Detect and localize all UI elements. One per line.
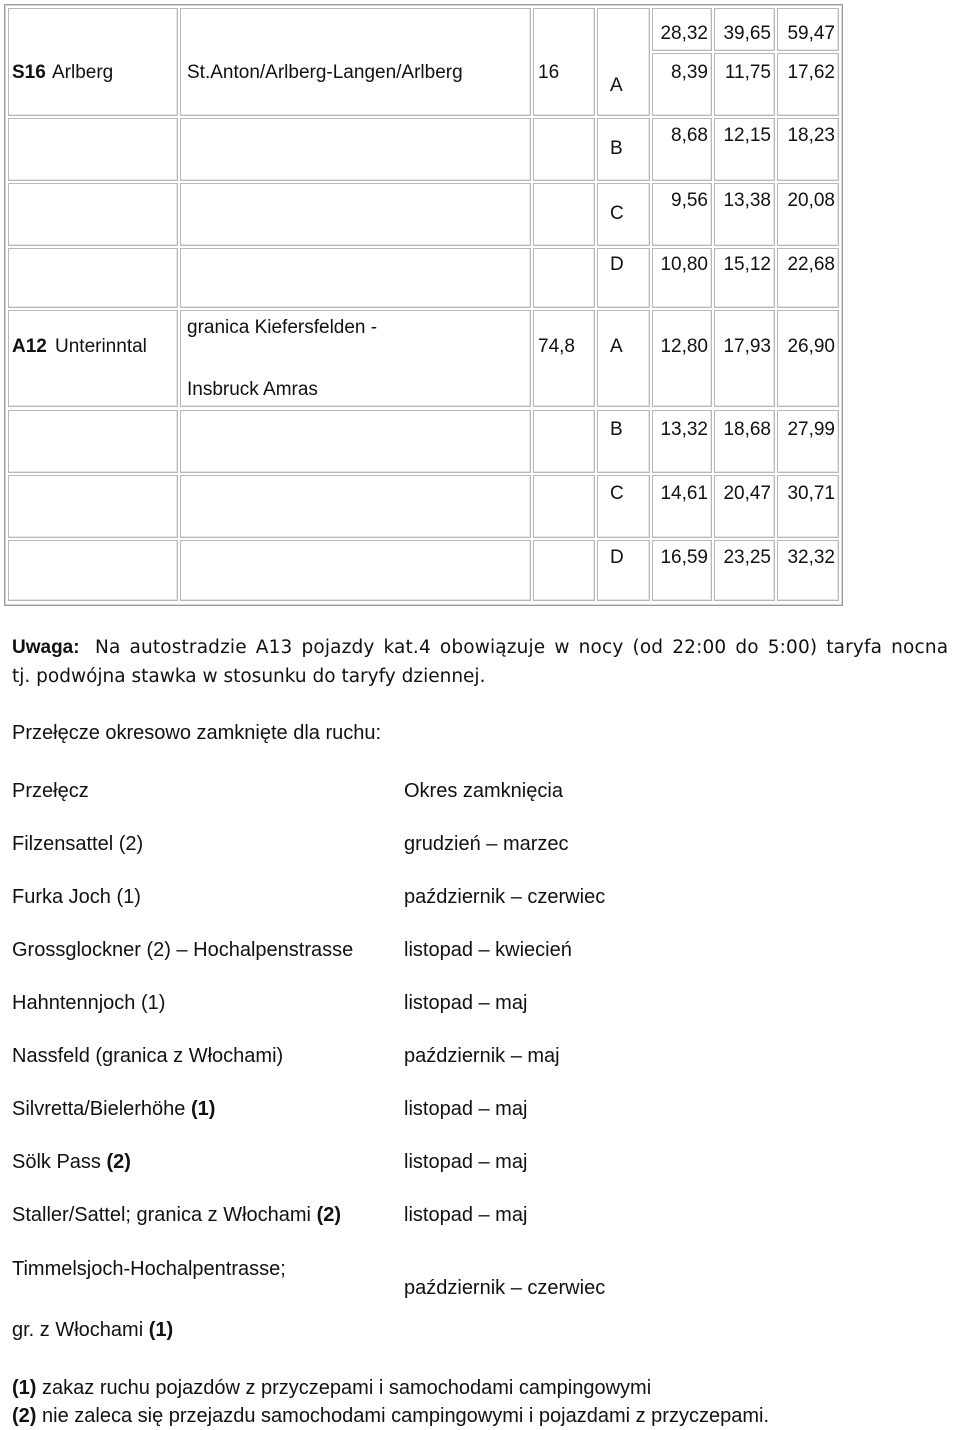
pass-period: grudzień – marzec bbox=[404, 833, 569, 855]
category-label: A bbox=[610, 336, 623, 357]
cell-category bbox=[597, 410, 650, 473]
cell-empty bbox=[180, 118, 531, 181]
cell-empty bbox=[180, 410, 531, 473]
value: 26,90 bbox=[787, 336, 835, 357]
value: 22,68 bbox=[787, 254, 835, 275]
cell-value bbox=[652, 310, 712, 407]
cell-empty bbox=[180, 475, 531, 538]
category-label: C bbox=[610, 483, 624, 504]
category-label: D bbox=[610, 547, 624, 568]
cell-road bbox=[8, 310, 178, 407]
category-label: D bbox=[610, 254, 624, 275]
pass-period: listopad – maj bbox=[404, 1098, 528, 1120]
footnote-text: nie zaleca się przejazdu samochodami campingowymi i pojazdami z przyczepami. bbox=[42, 1405, 769, 1427]
cell-empty bbox=[8, 410, 178, 473]
footnote-text: zakaz ruchu pojazdów z przyczepami i samochodami campingowymi bbox=[42, 1377, 652, 1399]
passes-col-header-pass: Przełęcz bbox=[12, 780, 89, 802]
value: 9,56 bbox=[671, 190, 708, 211]
section-name: St.Anton/Arlberg-Langen/Arlberg bbox=[187, 62, 463, 83]
value: 39,65 bbox=[723, 23, 771, 44]
road-code: S16 bbox=[12, 62, 46, 83]
value: 14,61 bbox=[660, 483, 708, 504]
pass-name: Grossglockner (2) – Hochalpenstrasse bbox=[12, 939, 354, 961]
value: 15,12 bbox=[723, 254, 771, 275]
cell-value bbox=[714, 310, 775, 407]
pass-footnote-mark: (1) bbox=[191, 1098, 216, 1120]
road-name: Unterinntal bbox=[55, 336, 147, 357]
pass-footnote-mark: (1) bbox=[148, 1319, 174, 1341]
passes-heading: Przełęcze okresowo zamknięte dla ruchu: bbox=[12, 722, 382, 744]
category-label: B bbox=[610, 419, 623, 440]
length-km: 74,8 bbox=[538, 336, 575, 357]
pass-name bbox=[12, 1150, 131, 1174]
cell-value bbox=[777, 310, 839, 407]
pass-period: listopad – maj bbox=[404, 1204, 528, 1226]
category-label: C bbox=[610, 203, 624, 224]
road-name: Arlberg bbox=[52, 62, 114, 83]
note-label: Uwaga: bbox=[12, 637, 80, 658]
pass-name-text: gr. z Włochami bbox=[12, 1319, 144, 1341]
cell-empty bbox=[180, 248, 531, 308]
cell-empty bbox=[180, 183, 531, 246]
value: 18,68 bbox=[723, 419, 771, 440]
section-name: Insbruck Amras bbox=[187, 379, 318, 400]
category-label: B bbox=[610, 138, 623, 159]
cell-length bbox=[533, 310, 595, 407]
cell-empty bbox=[8, 540, 178, 601]
value: 17,93 bbox=[723, 336, 771, 357]
cell-category bbox=[597, 310, 650, 407]
cell-empty bbox=[533, 475, 595, 538]
pass-name-line2 bbox=[12, 1318, 173, 1342]
pass-name bbox=[12, 1203, 341, 1227]
value: 8,39 bbox=[671, 62, 708, 83]
value: 32,32 bbox=[787, 547, 835, 568]
value: 20,47 bbox=[723, 483, 771, 504]
value: 16,59 bbox=[660, 547, 708, 568]
cell-empty bbox=[8, 475, 178, 538]
category-label: A bbox=[610, 75, 623, 96]
cell-empty bbox=[8, 248, 178, 308]
value: 20,08 bbox=[787, 190, 835, 211]
pass-period: listopad – maj bbox=[404, 1151, 528, 1173]
cell-category bbox=[597, 8, 650, 116]
value: 27,99 bbox=[787, 419, 835, 440]
footnote-mark: (1) bbox=[12, 1377, 37, 1399]
cell-empty bbox=[8, 118, 178, 181]
footnote-2 bbox=[12, 1404, 769, 1428]
value: 8,68 bbox=[671, 125, 708, 146]
pass-period: październik – czerwiec bbox=[404, 1277, 606, 1299]
pass-period: październik – maj bbox=[404, 1045, 560, 1067]
value: 17,62 bbox=[787, 62, 835, 83]
pass-name-text: Sölk Pass bbox=[12, 1151, 101, 1173]
pass-name bbox=[12, 1097, 215, 1121]
note-line1: Na autostradzie A13 pojazdy kat.4 obowiązuje w nocy (od 22:00 do 5:00) taryfa nocna bbox=[95, 637, 949, 658]
cell-empty bbox=[533, 183, 595, 246]
pass-period: październik – czerwiec bbox=[404, 886, 606, 908]
cell-empty bbox=[533, 410, 595, 473]
pass-footnote-mark: (2) bbox=[316, 1204, 342, 1226]
pass-period: listopad – maj bbox=[404, 992, 528, 1014]
value: 10,80 bbox=[660, 254, 708, 275]
passes-col-header-period: Okres zamknięcia bbox=[404, 780, 563, 802]
footnote-mark: (2) bbox=[12, 1405, 37, 1427]
pass-name-text: Staller/Sattel; granica z Włochami bbox=[12, 1204, 312, 1226]
value: 28,32 bbox=[660, 23, 708, 44]
cell-empty bbox=[533, 540, 595, 601]
note-line2: tj. podwójna stawka w stosunku do taryfy dziennej. bbox=[12, 666, 486, 687]
footnote-1 bbox=[12, 1376, 651, 1400]
cell-empty bbox=[533, 248, 595, 308]
pass-name: Nassfeld (granica z Włochami) bbox=[12, 1045, 284, 1067]
value: 13,38 bbox=[723, 190, 771, 211]
value: 11,75 bbox=[724, 62, 771, 83]
pass-period: listopad – kwiecień bbox=[404, 939, 572, 961]
pass-name: Furka Joch (1) bbox=[12, 886, 141, 908]
pass-name: Timmelsjoch-Hochalpentrasse; bbox=[12, 1258, 286, 1280]
pass-name: Hahntennjoch (1) bbox=[12, 992, 166, 1014]
value: 12,15 bbox=[723, 125, 771, 146]
cell-empty bbox=[180, 540, 531, 601]
value: 18,23 bbox=[787, 125, 835, 146]
value: 30,71 bbox=[787, 483, 835, 504]
cell-category bbox=[597, 118, 650, 181]
value: 23,25 bbox=[723, 547, 771, 568]
value: 13,32 bbox=[660, 419, 708, 440]
length-km: 16 bbox=[538, 62, 560, 83]
pass-footnote-mark: (2) bbox=[106, 1151, 131, 1173]
value: 59,47 bbox=[787, 23, 835, 44]
value: 12,80 bbox=[660, 336, 708, 357]
pass-name-text: Silvretta/Bielerhöhe bbox=[12, 1098, 186, 1120]
pass-name: Filzensattel (2) bbox=[12, 833, 144, 855]
road-code: A12 bbox=[12, 336, 47, 357]
cell-empty bbox=[8, 183, 178, 246]
cell-empty bbox=[533, 118, 595, 181]
section-name: granica Kiefersfelden - bbox=[187, 317, 378, 338]
